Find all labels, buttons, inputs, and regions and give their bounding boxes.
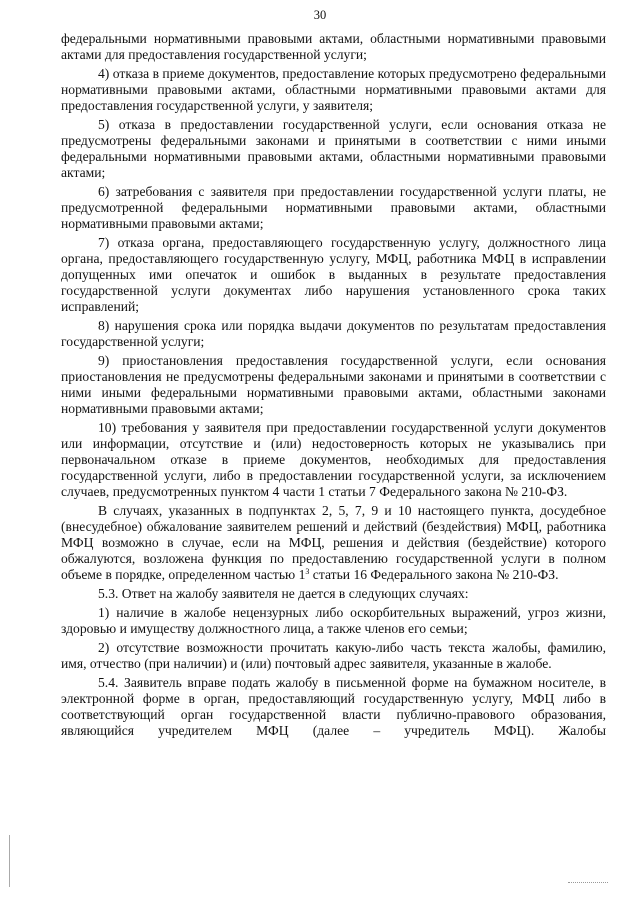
section-5-3-heading: 5.3. Ответ на жалобу заявителя не дается в следующих случаях: bbox=[98, 586, 469, 602]
footnote-superscript: 3 bbox=[305, 567, 310, 576]
list-item-10: 10) требования у заявителя при предоставлении государственной услуги документов или информации, отсутствие и (или) недостоверность которых не указывались при первоначальном отказе в приеме документов, необходимых для предоставления государственной услуги, либо в предоставлении государственной услуги, за исключением случаев, предусмотренных пунктом 4 части 1 статьи 7 Федерального закона № 210-ФЗ. bbox=[61, 420, 606, 500]
list-item-9: 9) приостановления предоставления государственной услуги, если основания приостановления не предусмотрены федеральными законами и принятыми в соответствии с ними иными федеральными нормативными правовыми актами, областными законами нормативными правовыми актами; bbox=[61, 353, 606, 417]
scan-artifact-mark bbox=[568, 882, 608, 884]
document-body bbox=[61, 31, 606, 742]
list-item-6: 6) затребования с заявителя при предоставлении государственной услуги платы, не предусмотренной федеральными нормативными правовыми актами, областными нормативными правовыми актами; bbox=[61, 184, 606, 232]
list-item-4: 4) отказа в приеме документов, предоставление которых предусмотрено федеральными нормативными правовыми актами, областными нормативными правовыми актами для предоставления государственной услуги, у заявителя; bbox=[61, 66, 606, 113]
scan-artifact-line bbox=[9, 835, 10, 887]
list-item-5: 5) отказа в предоставлении государственной услуги, если основания отказа не предусмотрены федеральными законами и принятыми в соответствии с ними иными федеральными нормативными правовыми актами, областными нормативными правовыми актами; bbox=[61, 117, 606, 180]
paragraph-exceptions-tail: статьи 16 Федерального закона № 210-ФЗ. bbox=[309, 567, 559, 582]
section-5-3-item-1: 1) наличие в жалобе нецензурных либо оскорбительных выражений, угроз жизни, здоровью и имуществу должностного лица, а также членов его семьи; bbox=[61, 605, 606, 637]
page-number: 30 bbox=[313, 8, 327, 22]
paragraph-exceptions bbox=[61, 503, 606, 583]
paragraph-continuation: федеральными нормативными правовыми актами, областными нормативными правовыми актами для предоставления государственной услуги; bbox=[61, 31, 606, 62]
paragraph-exceptions-text: В случаях, указанных в подпунктах 2, 5, 7, 9 и 10 настоящего пункта, досудебное (внесудебное) обжалование заявителем решений и действий (бездействия) МФЦ, работника МФЦ возможно в случае, если на МФЦ, решения и действия (бездействие) которого обжалуются, возложена функция по предоставлению государственной услуги в полном объеме в порядке, определенном частью 1 bbox=[61, 503, 606, 582]
section-5-3-item-2: 2) отсутствие возможности прочитать какую-либо часть текста жалобы, фамилию, имя, отчество (при наличии) и (или) почтовый адрес заявителя, указанные в жалобе. bbox=[61, 640, 606, 672]
section-5-4-paragraph: 5.4. Заявитель вправе подать жалобу в письменной форме на бумажном носителе, в электронной форме в орган, предоставляющий государственную услугу, МФЦ либо в соответствующий орган государственной власти публично-правового образования, являющийся учредителем МФЦ (далее – учредитель МФЦ). Жалобы bbox=[61, 675, 606, 739]
list-item-8: 8) нарушения срока или порядка выдачи документов по результатам предоставления государственной услуги; bbox=[61, 318, 606, 350]
list-item-7: 7) отказа органа, предоставляющего государственную услугу, должностного лица органа, предоставляющего государственную услугу, МФЦ, работника МФЦ в исправлении допущенных ими опечаток и ошибок в выданных в результате предоставления государственной услуги документах либо нарушения установленного срока таких исправлений; bbox=[61, 235, 606, 314]
